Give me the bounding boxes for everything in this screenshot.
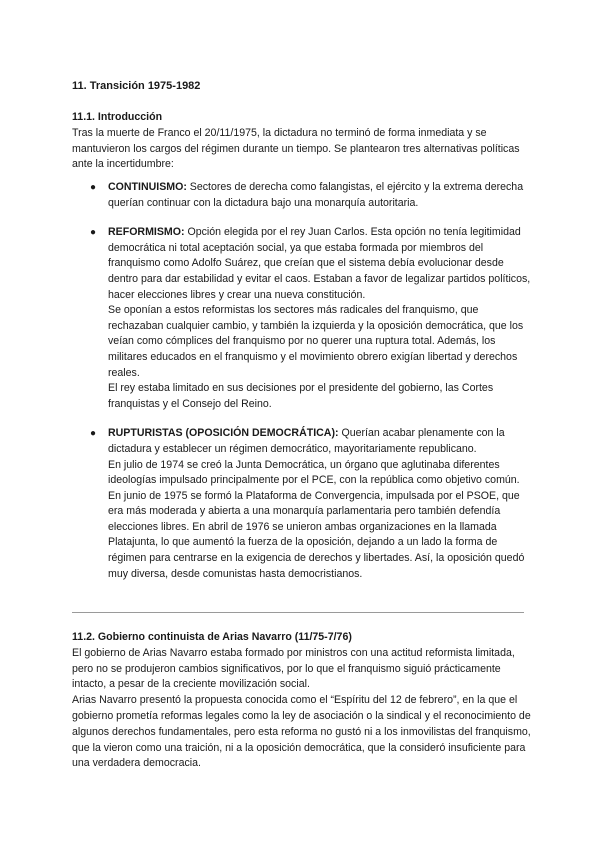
intro-paragraph: Tras la muerte de Franco el 20/11/1975, la dictadura no terminó de forma inmediata y se mantuvieron los cargos del régimen durante un tiempo. Se plantearon tres alternativas políticas ante la incertidumbre: [72, 126, 520, 171]
list-item-continuismo [72, 180, 532, 211]
bullet-text: Opción elegida por el rey Juan Carlos. Esta opción no tenía legitimidad democrática ni total aceptación social, ya que estaba formada por miembros del franquismo como Adolfo Suárez, que creían que el sistema debía evolucionar desde dentro para dar estabilidad y evitar el caos. Estaban a favor de legalizar partidos políticos, hacer elecciones libres y crear una nueva constitución. [108, 226, 531, 301]
bullet-paragraph: Se oponían a estos reformistas los sectores más radicales del franquismo, que rechazaban cualquier cambio, y también la izquierda y la oposición democrática, que los veían como cómplices del franquismo por no querer una ruptura total. Además, los militares educados en el franquismo y el movimiento obrero exigían libertad y derechos reales. [108, 304, 524, 379]
bullet-icon: ● [90, 428, 97, 440]
bullet-icon: ● [90, 227, 97, 239]
bullet-paragraph [108, 180, 532, 211]
section-heading-arias-navarro: 11.2. Gobierno continuista de Arias Navarro (11/75-7/76) [72, 631, 352, 643]
section-paragraph: El gobierno de Arias Navarro estaba formado por ministros con una actitud reformista limitada, pero no se produjeron cambios significativos, por lo que el franquismo siguió prácticamente intacto, a pesar de la creciente movilización social. [72, 646, 515, 691]
bullet-paragraph: En julio de 1974 se creó la Junta Democrática, un órgano que aglutinaba diferentes ideologías impulsado principalmente por el PCE, con la república como objetivo común. En junio de 1975 se formó la Plataforma de Convergencia, impulsada por el PSOE, que era más moderada y abierta a una monarquía parlamentaria pero también defendía elecciones libres. En abril de 1976 se unieron ambas organizaciones en la llamada Platajunta, lo que aumentó la fuerza de la oposición, dejando a un lado la forma de régimen para centrarse en la exigencia de derechos y libertades. Así, la oposición quedó muy diversa, desde comunistas hasta democristianos. [108, 458, 525, 580]
bullet-paragraph: El rey estaba limitado en sus decisiones por el presidente del gobierno, las Cortes franquistas y el Consejo del Reino. [108, 382, 494, 410]
bullet-text: Sectores de derecha como falangistas, el ejército y la extrema derecha querían continuar con la dictadura bajo una monarquía autoritaria. [108, 181, 524, 209]
section-heading-introduction: 11.1. Introducción [72, 111, 163, 123]
bullet-paragraph [108, 426, 532, 457]
bullet-text: Querían acabar plenamente con la dictadura y establecer un régimen democrático, mayoritariamente republicano. [108, 427, 505, 455]
bullet-term: RUPTURISTAS (OPOSICIÓN DEMOCRÁTICA): [108, 427, 339, 440]
horizontal-divider [72, 612, 524, 613]
document-title: 11. Transición 1975-1982 [72, 80, 201, 92]
list-item-reformismo [72, 225, 532, 412]
alternatives-list [72, 180, 532, 596]
section-paragraph: Arias Navarro presentó la propuesta conocida como el “Espíritu del 12 de febrero”, en la que el gobierno prometía reformas legales como la ley de asociación o la sindical y el reconocimiento de algunos derechos fundamentales, pero esta reforma no gustó ni a los inmovilistas del franquismo, que la vieron como una traición, ni a la oposición democrática, que la consideró insuficiente para una verdadera democracia. [72, 694, 531, 770]
section-arias-navarro [72, 630, 532, 772]
bullet-term: CONTINUISMO: [108, 181, 187, 193]
bullet-icon: ● [90, 182, 97, 193]
bullet-paragraph [108, 225, 532, 303]
list-item-rupturistas [72, 426, 532, 582]
section-introduction [72, 110, 532, 173]
bullet-term: REFORMISMO: [108, 226, 185, 239]
